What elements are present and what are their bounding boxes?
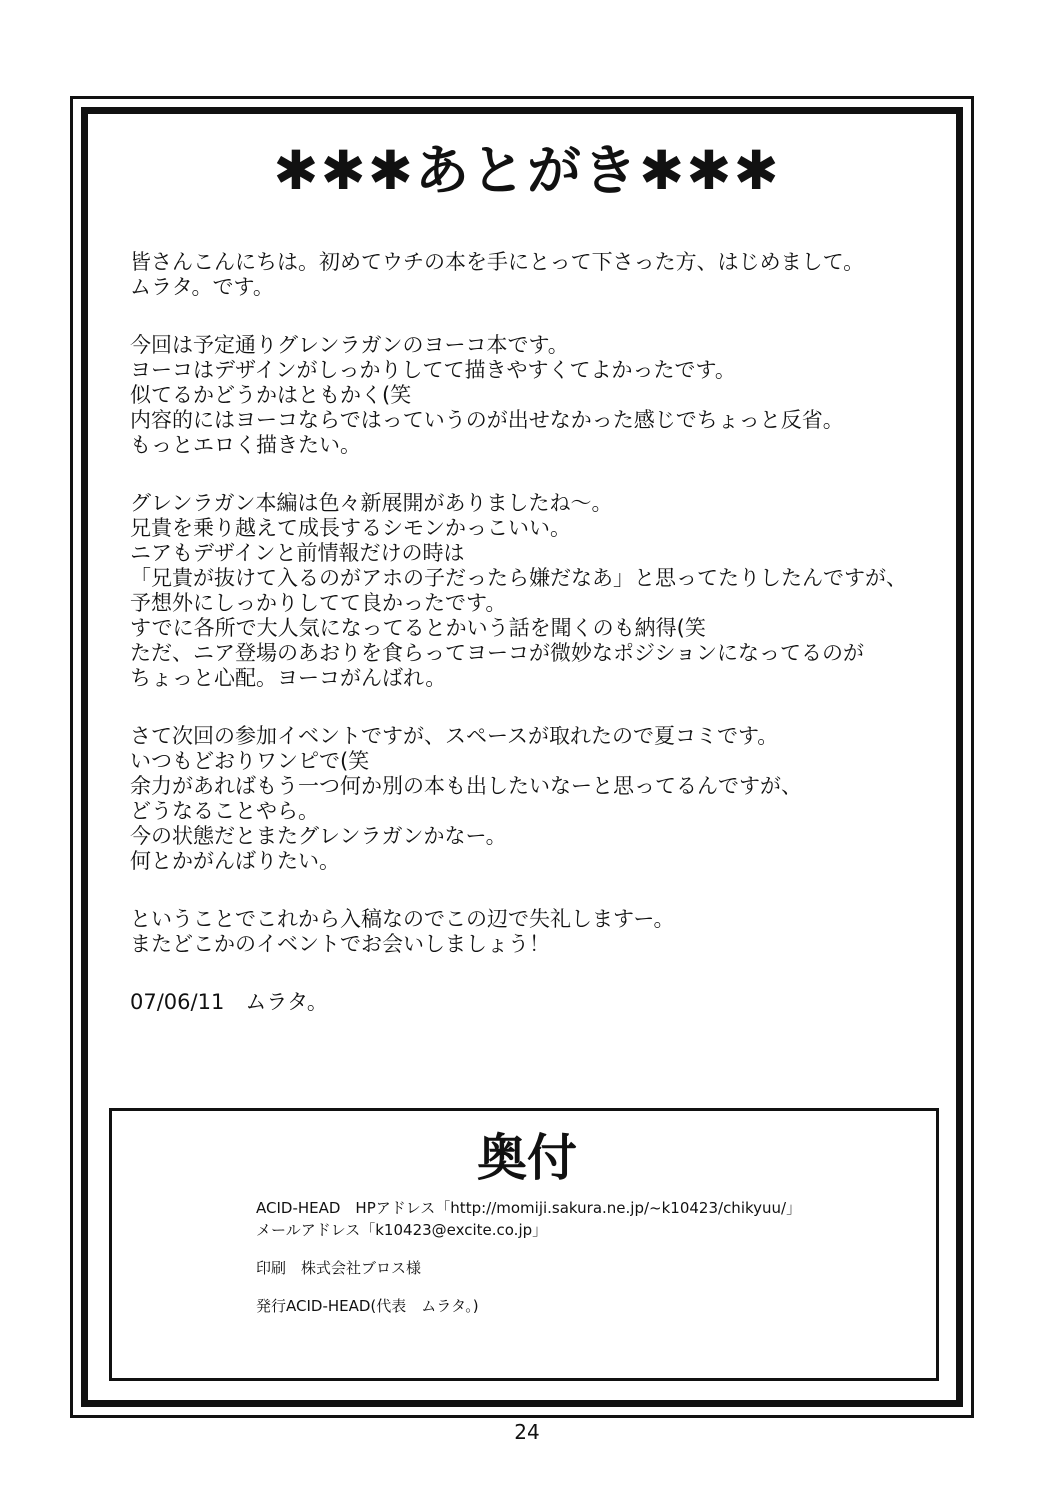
paragraph-next-event — [130, 724, 950, 874]
text-line: 今の状態だとまたグレンラガンかなー。 — [130, 824, 507, 848]
signature-date — [130, 990, 950, 1015]
text-line: 兄貴を乗り越えて成長するシモンかっこいい。 — [130, 516, 571, 540]
text-line: 似てるかどうかはともかく(笑 — [130, 383, 412, 407]
page-number: 24 — [514, 1420, 540, 1444]
text-line: 「兄貴が抜けて入るのがアホの子だったら嫌だなあ」と思ってたりしたんですが、 — [130, 566, 907, 590]
text-line: 皆さんこんにちは。初めてウチの本を手にとって下さった方、はじめまして。 — [130, 250, 865, 274]
text-line: 今回は予定通りグレンラガンのヨーコ本です。 — [130, 333, 569, 357]
printer-info: 印刷 株式会社ブロス様 — [256, 1259, 422, 1277]
text-line: ムラタ。です。 — [130, 275, 274, 299]
signature-line: 07/06/11 ムラタ。 — [130, 990, 328, 1014]
colophon-details — [256, 1197, 916, 1317]
hp-address: ACID-HEAD HPアドレス「http://momiji.sakura.ne.jp/~k10423/chikyuu/」 — [256, 1199, 802, 1217]
text-line: またどこかのイベントでお会いしましょう！ — [130, 932, 550, 956]
text-line: ということでこれから入稿なのでこの辺で失礼しますー。 — [130, 907, 675, 931]
colophon-title: 奥付 — [477, 1129, 577, 1187]
text-line: 余力があればもう一つ何か別の本も出したいなーと思ってるんですが、 — [130, 774, 802, 798]
text-line: ただ、ニア登場のあおりを食らってヨーコが微妙なポジションになってるのが — [130, 641, 865, 665]
paragraph-yoko — [130, 333, 950, 458]
text-line: ヨーコはデザインがしっかりしてて描きやすくてよかったです。 — [130, 358, 736, 382]
text-line: グレンラガン本編は色々新展開がありましたね〜。 — [130, 491, 613, 515]
text-line: もっとエロく描きたい。 — [130, 433, 361, 457]
text-line: ニアもデザインと前情報だけの時は — [130, 541, 465, 565]
afterword-title: ✱✱✱あとがき✱✱✱ — [273, 139, 781, 202]
text-line: どうなることやら。 — [130, 799, 319, 823]
paragraph-greeting — [130, 250, 950, 300]
text-line: いつもどおりワンピで(笑 — [130, 749, 370, 773]
text-line: さて次回の参加イベントですが、スペースが取れたので夏コミです。 — [130, 724, 779, 748]
text-line: 内容的にはヨーコならではっていうのが出せなかった感じでちょっと反省。 — [130, 408, 844, 432]
paragraph-gurren-lagann — [130, 491, 950, 691]
mail-address: メールアドレス「k10423@excite.co.jp」 — [256, 1221, 548, 1239]
text-line: ちょっと心配。ヨーコがんばれ。 — [130, 666, 447, 690]
paragraph-closing — [130, 907, 950, 957]
afterword-body — [130, 250, 950, 1048]
text-line: 何とかがんばりたい。 — [130, 849, 340, 873]
text-line: すでに各所で大人気になってるとかいう話を聞くのも納得(笑 — [130, 616, 706, 640]
publisher-info: 発行ACID-HEAD(代表 ムラタ。) — [256, 1297, 479, 1315]
text-line: 予想外にしっかりしてて良かったです。 — [130, 591, 507, 615]
